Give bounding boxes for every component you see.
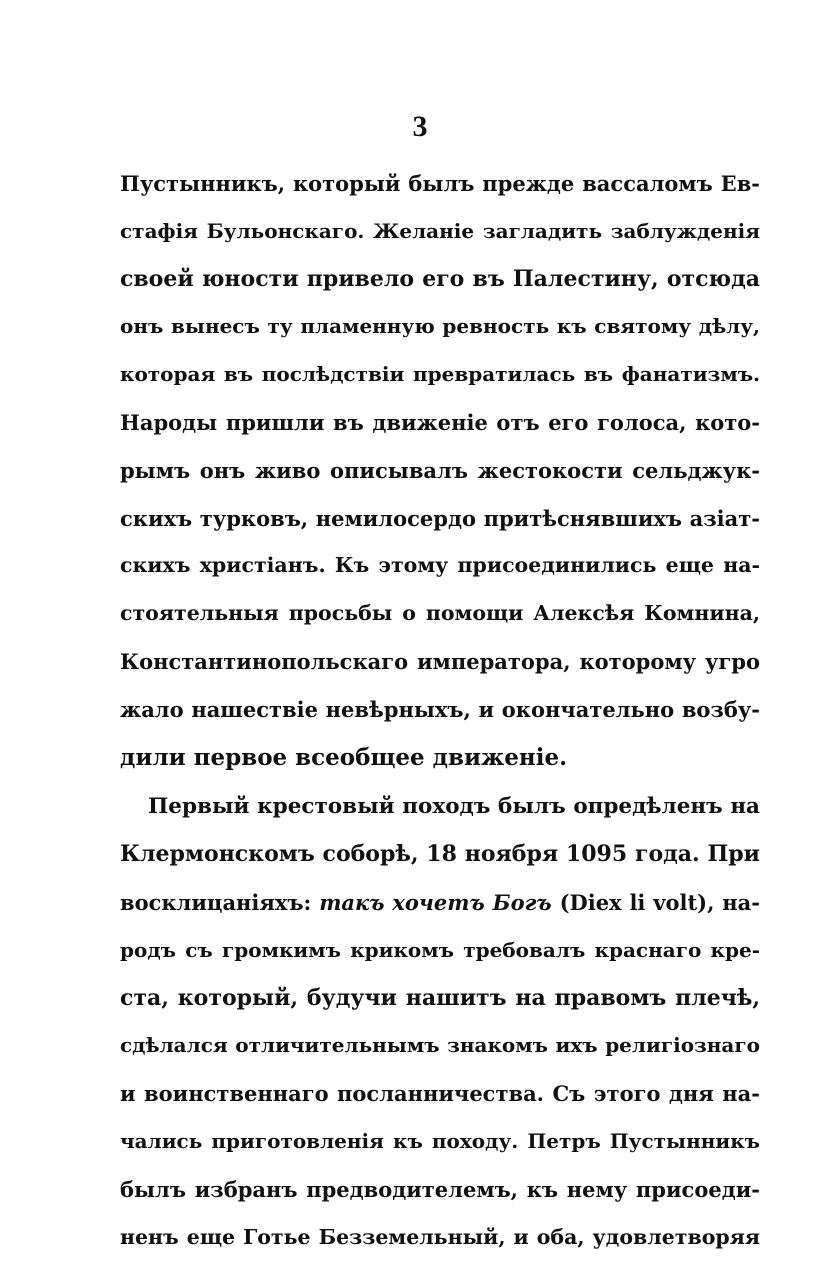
text-line: онъ вынесъ ту пламенную ревность къ святому дѣлу, <box>120 314 760 339</box>
text-line: ста, который, будучи нашитъ на правомъ плечѣ, <box>120 984 760 1011</box>
text-line: Константинопольскаго императора, которому угро <box>120 648 760 674</box>
text-line: Пустынникъ, который былъ прежде вассаломъ Ев- <box>120 171 760 196</box>
paragraph-1 <box>120 160 760 781</box>
text-line: Первый крестовый походъ былъ опредѣленъ на <box>148 794 760 820</box>
text-segment: (Diex li volt), на- <box>551 889 760 915</box>
text-line: и воинственнаго посланничества. Съ этого дня на- <box>120 1081 760 1107</box>
text-line: былъ избранъ предводителемъ, къ нему присоеди- <box>120 1176 760 1202</box>
text-line: скихъ христіанъ. Къ этому присоединились еще на- <box>120 553 760 578</box>
text-line: рымъ онъ живо описывалъ жестокости сельджук- <box>120 457 760 483</box>
text-line: стафія Бульонскаго. Желаніе загладить заблужденія <box>120 218 760 243</box>
text-line: которая въ послѣдствіи превратилась въ фанатизмъ. <box>120 362 760 387</box>
text-line: своей юности привело его въ Палестину, отсюда <box>120 265 760 292</box>
text-line: дили первое всеобщее движеніе. <box>120 743 568 771</box>
text-line: Клермонскомъ соборѣ, 18 ноября 1095 года. При <box>120 841 760 868</box>
text-line-with-italic <box>120 879 760 927</box>
text-line: жало нашествіе невѣрныхъ, и окончательно возбу- <box>120 696 760 722</box>
text-segment: восклицаніяхъ: <box>120 889 320 915</box>
text-line: сдѣлался отличительнымъ знакомъ ихъ религіознаго <box>120 1033 760 1058</box>
page-number: 3 <box>412 110 428 143</box>
paragraph-2 <box>120 783 760 1261</box>
text-line: ненъ еще Готье Безземельный, и оба, удовлетворяя <box>120 1224 760 1249</box>
text-line: Народы пришли въ движеніе отъ его голоса, кото- <box>120 409 760 435</box>
text-line: чались приготовленія къ походу. Петръ Пустынникъ <box>120 1128 760 1153</box>
text-line: родъ съ громкимъ крикомъ требовалъ краснаго кре- <box>120 937 760 962</box>
body-text <box>120 160 760 1261</box>
text-line: скихъ турковъ, немилосердо притѣснявшихъ азіат- <box>120 505 760 531</box>
italic-phrase: такъ хочетъ Богъ <box>319 889 552 915</box>
text-line: стоятельныя просьбы о помощи Алексѣя Комнина, <box>120 601 760 626</box>
